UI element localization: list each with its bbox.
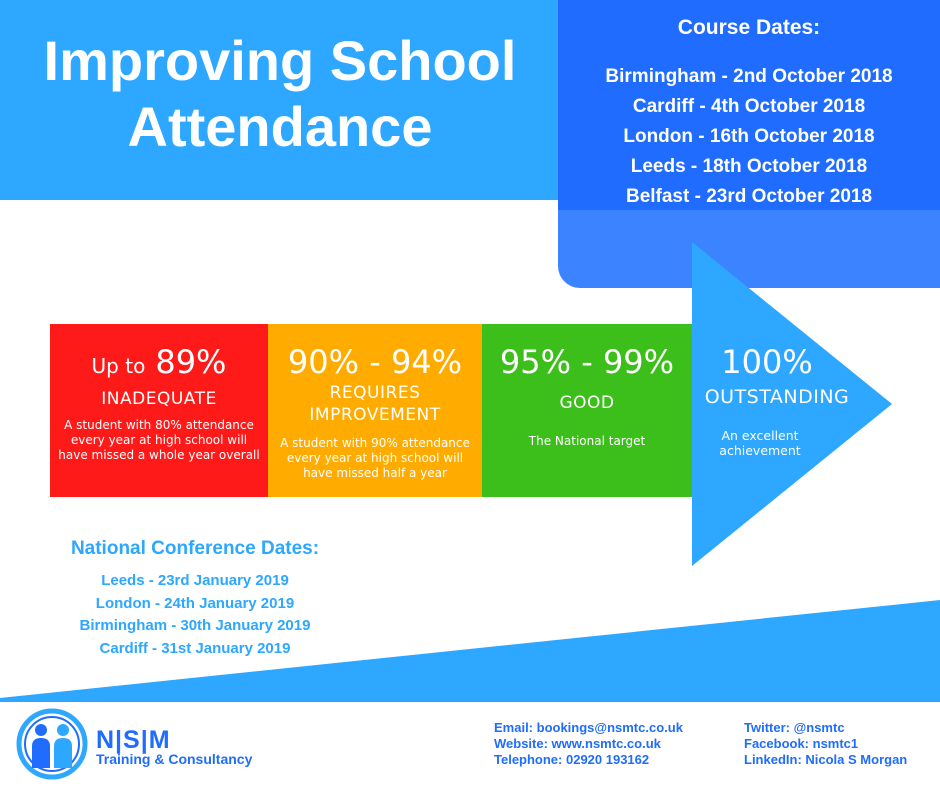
footer-wedge [0, 600, 940, 710]
contact-column-right [744, 720, 907, 768]
course-date-item: London - 16th October 2018 [623, 126, 875, 147]
title-line-2: Attendance [127, 95, 433, 158]
contact-twitter: Twitter: @nsmtc [744, 720, 845, 735]
course-date-item: Belfast - 23rd October 2018 [625, 186, 873, 207]
title-line-1: Improving School [43, 29, 517, 92]
band-description: The National target [528, 434, 646, 448]
contact-column-left [494, 720, 683, 768]
band-rating: OUTSTANDING [704, 386, 850, 408]
conference-date-item: Birmingham - 30th January 2019 [79, 617, 311, 634]
band-description: An excellent achievement [719, 428, 801, 458]
wedge-shape [0, 600, 940, 710]
band-inadequate [50, 324, 268, 497]
contact-website: Website: www.nsmtc.co.uk [494, 736, 661, 751]
contact-telephone: Telephone: 02920 193162 [494, 752, 650, 767]
course-date-item: Cardiff - 4th October 2018 [632, 96, 866, 117]
course-date-item: Leeds - 18th October 2018 [630, 156, 868, 177]
contact-facebook: Facebook: nsmtc1 [744, 736, 859, 751]
band-range: 90% - 94% [287, 343, 463, 381]
band-requires-improvement [268, 324, 482, 497]
band-range [50, 342, 268, 386]
band-prefix: Up to [91, 354, 146, 378]
contact-linkedin: LinkedIn: Nicola S Morgan [744, 752, 908, 767]
brand-tagline: Training & Consultancy [96, 751, 253, 767]
band-range-value: 89% [155, 343, 227, 381]
band-range: 100% [721, 343, 813, 381]
band-description: A student with 80% attendance every year at high school will have missed a whole year overall [58, 418, 260, 462]
band-rating: INADEQUATE [101, 389, 217, 409]
band-rating: REQUIRES IMPROVEMENT [309, 383, 441, 425]
band-rating: GOOD [559, 393, 615, 413]
band-description: A student with 90% attendance every year at high school will have missed half a year [280, 436, 470, 480]
contact-email: Email: bookings@nsmtc.co.uk [494, 720, 683, 735]
conference-date-item: Leeds - 23rd January 2019 [101, 572, 289, 589]
band-good [482, 324, 692, 497]
conference-date-item: London - 24th January 2019 [95, 594, 295, 612]
nsm-logo-icon [10, 706, 94, 782]
conference-date-item: Cardiff - 31st January 2019 [99, 639, 291, 657]
course-dates-heading: Course Dates: [677, 16, 821, 39]
conference-heading: National Conference Dates: [70, 538, 320, 559]
course-date-item: Birmingham - 2nd October 2018 [605, 66, 893, 87]
band-outstanding [692, 324, 872, 497]
brand-name: N|S|M [96, 726, 171, 754]
band-range: 95% - 99% [499, 343, 675, 381]
